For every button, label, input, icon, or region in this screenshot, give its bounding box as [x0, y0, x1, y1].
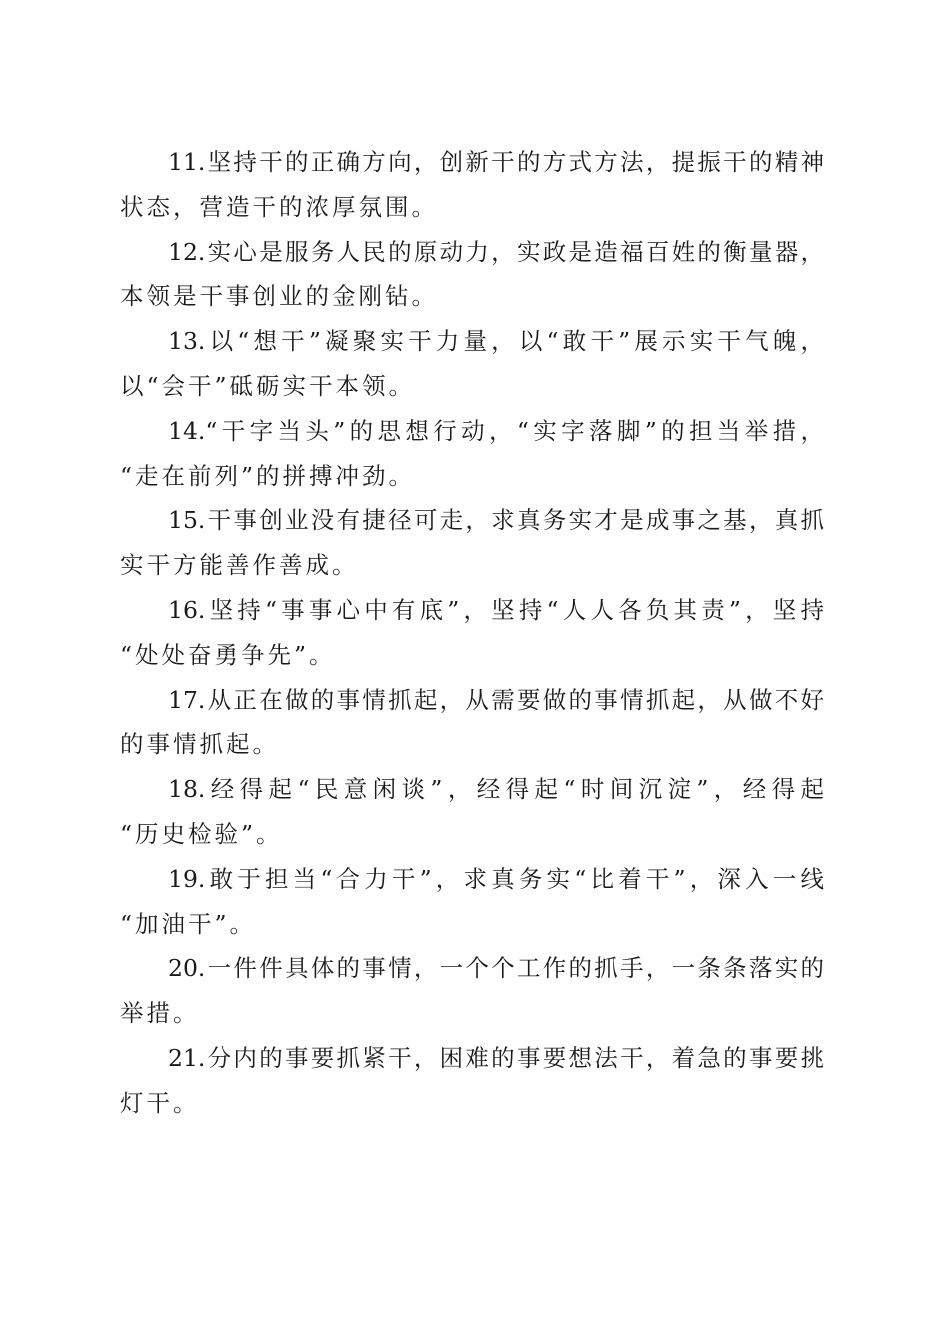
list-item [120, 588, 824, 678]
list-item [120, 767, 824, 857]
paragraph-line: 20.一件件具体的事情，一个个工作的抓手，一条条落实的 [168, 954, 824, 983]
paragraph-line: 21.分内的事要抓紧干，困难的事要想法干，着急的事要挑 [168, 1043, 824, 1072]
paragraph-line: 状态，营造干的浓厚氛围。 [120, 192, 438, 221]
paragraph-line: 本领是干事创业的金刚钻。 [120, 282, 438, 311]
paragraph-line: 12.实心是服务人民的原动力，实政是造福百姓的衡量器， [168, 237, 824, 266]
paragraph-line: 灯干。 [120, 1088, 200, 1117]
paragraph-line: “处处奋勇争先”。 [120, 640, 336, 669]
paragraph-line: “走在前列”的拼搏冲劲。 [120, 461, 416, 490]
paragraph-line: 17.从正在做的事情抓起，从需要做的事情抓起，从做不好 [168, 685, 824, 714]
list-item [120, 678, 824, 768]
paragraph-line: 19.敢于担当“合力干”，求真务实“比着干”，深入一线 [168, 864, 824, 893]
paragraph-line: “加油干”。 [120, 909, 257, 938]
list-item [120, 409, 824, 499]
list-item [120, 140, 824, 230]
paragraph-line: 实干方能善作善成。 [120, 551, 359, 580]
list-item [120, 946, 824, 1036]
paragraph-line: 16.坚持“事事心中有底”，坚持“人人各负其责”，坚持 [168, 595, 824, 624]
list-item [120, 1036, 824, 1126]
paragraph-line: 18.经得起“民意闲谈”，经得起“时间沉淀”，经得起 [168, 775, 824, 804]
paragraph-line: 13.以“想干”凝聚实干力量，以“敢干”展示实干气魄， [168, 327, 824, 356]
list-item [120, 857, 824, 947]
paragraph-line: 的事情抓起。 [120, 730, 279, 759]
paragraph-line: 14.“干字当头”的思想行动，“实字落脚”的担当举措， [168, 416, 824, 445]
list-item [120, 319, 824, 409]
paragraph-line: 15.干事创业没有捷径可走，求真务实才是成事之基，真抓 [168, 506, 824, 535]
paragraph-line: 以“会干”砥砺实干本领。 [120, 371, 416, 400]
list-item [120, 230, 824, 320]
paragraph-line: 11.坚持干的正确方向，创新干的方式方法，提振干的精神 [168, 148, 824, 176]
paragraph-line: 举措。 [120, 999, 200, 1028]
document-body [120, 140, 824, 1126]
paragraph-line: “历史检验”。 [120, 819, 283, 848]
list-item [120, 498, 824, 588]
